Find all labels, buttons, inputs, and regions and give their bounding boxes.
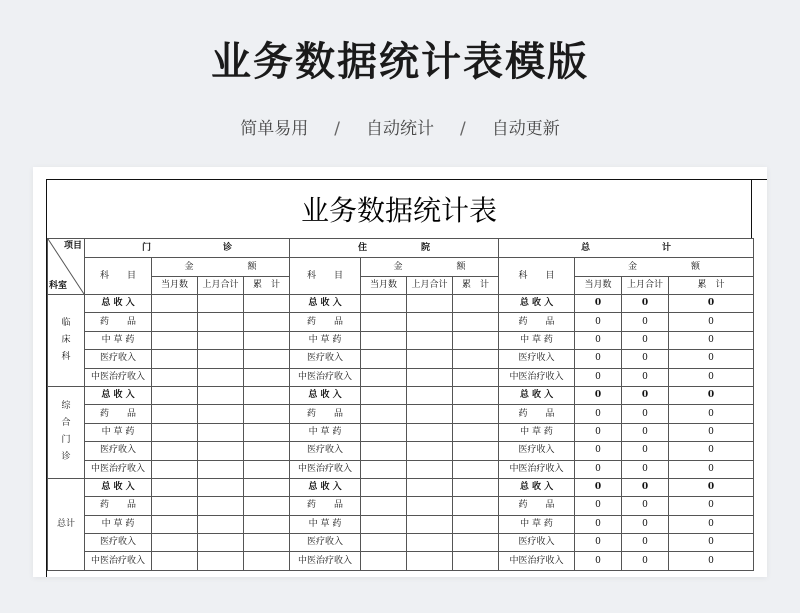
item-name-cell: 中医治疗收入 bbox=[290, 460, 361, 478]
value-cell bbox=[198, 497, 244, 515]
value-cell bbox=[198, 386, 244, 404]
total-value-cell: 0 bbox=[575, 478, 622, 496]
value-cell bbox=[453, 405, 499, 423]
value-cell bbox=[152, 405, 198, 423]
tag-easy: 简单易用 bbox=[240, 119, 309, 139]
value-cell bbox=[244, 350, 290, 368]
item-name-cell: 总 收 入 bbox=[85, 295, 152, 313]
value-cell bbox=[244, 534, 290, 552]
item-name-cell: 中医治疗收入 bbox=[290, 368, 361, 386]
item-name-cell: 中 草 药 bbox=[290, 331, 361, 349]
value-cell bbox=[453, 295, 499, 313]
value-cell bbox=[453, 552, 499, 570]
corner-dept-label: 科室 bbox=[49, 281, 68, 291]
value-cell bbox=[407, 478, 453, 496]
table-row bbox=[48, 460, 754, 478]
value-cell bbox=[152, 423, 198, 441]
value-cell bbox=[152, 350, 198, 368]
total-value-cell: 0 bbox=[622, 368, 669, 386]
column-label: 累 计 bbox=[669, 277, 754, 295]
value-cell bbox=[244, 405, 290, 423]
total-value-cell: 0 bbox=[622, 552, 669, 570]
item-name-cell: 中 草 药 bbox=[499, 423, 575, 441]
department-char: 门 bbox=[61, 435, 71, 446]
total-value-cell: 0 bbox=[622, 423, 669, 441]
value-cell bbox=[152, 552, 198, 570]
value-cell bbox=[453, 534, 499, 552]
page-title: 业务数据统计表模版 bbox=[211, 39, 589, 85]
value-cell bbox=[152, 313, 198, 331]
item-name-cell: 中医治疗收入 bbox=[85, 368, 152, 386]
total-value-cell: 0 bbox=[669, 460, 754, 478]
corner-item-label: 项目 bbox=[63, 241, 82, 251]
value-cell bbox=[244, 478, 290, 496]
total-value-cell: 0 bbox=[669, 313, 754, 331]
total-value-cell: 0 bbox=[575, 534, 622, 552]
value-cell bbox=[361, 350, 407, 368]
value-cell bbox=[361, 515, 407, 533]
value-cell bbox=[198, 331, 244, 349]
item-name-cell: 药 品 bbox=[499, 497, 575, 515]
item-name-cell: 中医治疗收入 bbox=[499, 552, 575, 570]
value-cell bbox=[244, 368, 290, 386]
value-cell bbox=[152, 368, 198, 386]
value-cell bbox=[244, 295, 290, 313]
column-label: 当月数 bbox=[152, 277, 198, 295]
item-name-cell: 医疗收入 bbox=[499, 350, 575, 368]
total-value-cell: 0 bbox=[669, 478, 754, 496]
item-name-cell: 医疗收入 bbox=[499, 442, 575, 460]
table-row bbox=[48, 295, 754, 313]
value-cell bbox=[407, 460, 453, 478]
tag-separator: / bbox=[334, 119, 340, 139]
item-name-cell: 医疗收入 bbox=[290, 350, 361, 368]
item-name-cell: 医疗收入 bbox=[290, 442, 361, 460]
item-name-cell: 中 草 药 bbox=[85, 423, 152, 441]
tag-auto-stat: 自动统计 bbox=[366, 119, 434, 139]
value-cell bbox=[453, 386, 499, 404]
table-row bbox=[48, 386, 754, 404]
department-char: 床 bbox=[61, 334, 71, 345]
value-cell bbox=[244, 313, 290, 331]
department-char: 科 bbox=[61, 351, 71, 362]
total-value-cell: 0 bbox=[575, 295, 622, 313]
column-label: 上月合计 bbox=[407, 277, 453, 295]
item-name-cell: 中 草 药 bbox=[85, 331, 152, 349]
table-row bbox=[48, 497, 754, 515]
item-name-cell: 药 品 bbox=[85, 497, 152, 515]
group-total: 总 计 bbox=[499, 239, 754, 258]
item-name-cell: 总 收 入 bbox=[499, 478, 575, 496]
total-value-cell: 0 bbox=[622, 405, 669, 423]
item-name-cell: 中医治疗收入 bbox=[85, 552, 152, 570]
amount-header: 金 额 bbox=[575, 258, 754, 277]
value-cell bbox=[152, 442, 198, 460]
total-value-cell: 0 bbox=[575, 368, 622, 386]
value-cell bbox=[198, 368, 244, 386]
total-value-cell: 0 bbox=[622, 386, 669, 404]
value-cell bbox=[361, 478, 407, 496]
subject-header: 科 目 bbox=[499, 258, 575, 295]
item-name-cell: 医疗收入 bbox=[85, 534, 152, 552]
value-cell bbox=[361, 368, 407, 386]
item-name-cell: 药 品 bbox=[290, 497, 361, 515]
department-char: 临 bbox=[61, 317, 71, 328]
value-cell bbox=[361, 386, 407, 404]
department-cell bbox=[48, 478, 85, 570]
item-name-cell: 总 收 入 bbox=[290, 295, 361, 313]
total-value-cell: 0 bbox=[622, 442, 669, 460]
total-value-cell: 0 bbox=[575, 515, 622, 533]
item-name-cell: 药 品 bbox=[499, 405, 575, 423]
total-value-cell: 0 bbox=[575, 552, 622, 570]
total-value-cell: 0 bbox=[669, 515, 754, 533]
group-outpatient: 门 诊 bbox=[85, 239, 290, 258]
item-name-cell: 总 收 入 bbox=[499, 295, 575, 313]
total-value-cell: 0 bbox=[622, 497, 669, 515]
table-row bbox=[48, 350, 754, 368]
value-cell bbox=[244, 423, 290, 441]
value-cell bbox=[244, 442, 290, 460]
table-row bbox=[48, 368, 754, 386]
total-value-cell: 0 bbox=[669, 534, 754, 552]
item-name-cell: 中医治疗收入 bbox=[499, 460, 575, 478]
spreadsheet-preview bbox=[33, 167, 767, 577]
header-row bbox=[48, 239, 754, 258]
total-value-cell: 0 bbox=[669, 442, 754, 460]
value-cell bbox=[453, 368, 499, 386]
value-cell bbox=[361, 442, 407, 460]
value-cell bbox=[407, 331, 453, 349]
total-value-cell: 0 bbox=[669, 331, 754, 349]
value-cell bbox=[198, 350, 244, 368]
value-cell bbox=[198, 478, 244, 496]
table-row bbox=[48, 423, 754, 441]
header-row bbox=[48, 258, 754, 277]
value-cell bbox=[453, 423, 499, 441]
item-name-cell: 医疗收入 bbox=[499, 534, 575, 552]
value-cell bbox=[453, 497, 499, 515]
value-cell bbox=[152, 295, 198, 313]
item-name-cell: 药 品 bbox=[290, 313, 361, 331]
corner-cell bbox=[48, 239, 85, 295]
total-value-cell: 0 bbox=[622, 350, 669, 368]
total-value-cell: 0 bbox=[669, 497, 754, 515]
value-cell bbox=[453, 313, 499, 331]
item-name-cell: 总 收 入 bbox=[85, 478, 152, 496]
department-char: 合 bbox=[61, 418, 71, 429]
value-cell bbox=[453, 515, 499, 533]
subject-header: 科 目 bbox=[85, 258, 152, 295]
value-cell bbox=[152, 331, 198, 349]
total-value-cell: 0 bbox=[575, 497, 622, 515]
total-value-cell: 0 bbox=[575, 460, 622, 478]
value-cell bbox=[198, 515, 244, 533]
value-cell bbox=[407, 515, 453, 533]
value-cell bbox=[198, 552, 244, 570]
department-char: 诊 bbox=[61, 452, 71, 463]
value-cell bbox=[361, 497, 407, 515]
value-cell bbox=[453, 460, 499, 478]
total-value-cell: 0 bbox=[669, 350, 754, 368]
value-cell bbox=[152, 386, 198, 404]
total-value-cell: 0 bbox=[622, 295, 669, 313]
value-cell bbox=[361, 331, 407, 349]
value-cell bbox=[361, 460, 407, 478]
column-label: 累 计 bbox=[453, 277, 499, 295]
value-cell bbox=[407, 368, 453, 386]
value-cell bbox=[198, 405, 244, 423]
total-value-cell: 0 bbox=[622, 313, 669, 331]
total-value-cell: 0 bbox=[669, 295, 754, 313]
table-row bbox=[48, 405, 754, 423]
value-cell bbox=[453, 331, 499, 349]
column-label: 当月数 bbox=[361, 277, 407, 295]
value-cell bbox=[198, 442, 244, 460]
total-value-cell: 0 bbox=[669, 386, 754, 404]
value-cell bbox=[453, 478, 499, 496]
item-name-cell: 中 草 药 bbox=[85, 515, 152, 533]
value-cell bbox=[453, 442, 499, 460]
value-cell bbox=[361, 313, 407, 331]
value-cell bbox=[361, 405, 407, 423]
item-name-cell: 医疗收入 bbox=[85, 442, 152, 460]
column-label: 上月合计 bbox=[198, 277, 244, 295]
value-cell bbox=[244, 515, 290, 533]
item-name-cell: 药 品 bbox=[290, 405, 361, 423]
table-row bbox=[48, 313, 754, 331]
total-value-cell: 0 bbox=[622, 331, 669, 349]
item-name-cell: 总 收 入 bbox=[290, 478, 361, 496]
value-cell bbox=[198, 534, 244, 552]
total-value-cell: 0 bbox=[575, 386, 622, 404]
total-value-cell: 0 bbox=[575, 423, 622, 441]
item-name-cell: 中医治疗收入 bbox=[85, 460, 152, 478]
total-value-cell: 0 bbox=[669, 552, 754, 570]
value-cell bbox=[198, 295, 244, 313]
statistics-table bbox=[47, 238, 754, 571]
item-name-cell: 药 品 bbox=[85, 405, 152, 423]
item-name-cell: 医疗收入 bbox=[290, 534, 361, 552]
value-cell bbox=[152, 534, 198, 552]
value-cell bbox=[198, 423, 244, 441]
department-cell bbox=[48, 295, 85, 387]
value-cell bbox=[361, 295, 407, 313]
amount-header: 金 额 bbox=[152, 258, 290, 277]
total-value-cell: 0 bbox=[669, 423, 754, 441]
value-cell bbox=[407, 295, 453, 313]
table-row bbox=[48, 478, 754, 496]
total-value-cell: 0 bbox=[575, 350, 622, 368]
feature-tags bbox=[0, 114, 800, 139]
amount-header: 金 额 bbox=[361, 258, 499, 277]
value-cell bbox=[407, 386, 453, 404]
table-row bbox=[48, 331, 754, 349]
value-cell bbox=[361, 534, 407, 552]
total-value-cell: 0 bbox=[622, 460, 669, 478]
sheet-title: 业务数据统计表 bbox=[47, 180, 752, 238]
table-row bbox=[48, 552, 754, 570]
value-cell bbox=[453, 350, 499, 368]
value-cell bbox=[407, 405, 453, 423]
item-name-cell: 药 品 bbox=[499, 313, 575, 331]
total-value-cell: 0 bbox=[622, 515, 669, 533]
value-cell bbox=[244, 386, 290, 404]
item-name-cell: 中 草 药 bbox=[290, 515, 361, 533]
column-label: 上月合计 bbox=[622, 277, 669, 295]
total-value-cell: 0 bbox=[575, 405, 622, 423]
value-cell bbox=[361, 552, 407, 570]
total-value-cell: 0 bbox=[575, 442, 622, 460]
value-cell bbox=[407, 552, 453, 570]
item-name-cell: 总 收 入 bbox=[499, 386, 575, 404]
value-cell bbox=[244, 331, 290, 349]
tag-separator: / bbox=[460, 119, 466, 139]
table-row bbox=[48, 534, 754, 552]
sheet bbox=[46, 179, 767, 577]
group-inpatient: 住 院 bbox=[290, 239, 499, 258]
value-cell bbox=[152, 478, 198, 496]
item-name-cell: 中医治疗收入 bbox=[290, 552, 361, 570]
value-cell bbox=[407, 350, 453, 368]
table-row bbox=[48, 515, 754, 533]
value-cell bbox=[152, 460, 198, 478]
item-name-cell: 总 收 入 bbox=[290, 386, 361, 404]
value-cell bbox=[244, 460, 290, 478]
total-value-cell: 0 bbox=[622, 534, 669, 552]
item-name-cell: 中 草 药 bbox=[290, 423, 361, 441]
tag-auto-update: 自动更新 bbox=[491, 119, 560, 139]
value-cell bbox=[407, 497, 453, 515]
value-cell bbox=[407, 442, 453, 460]
value-cell bbox=[152, 515, 198, 533]
value-cell bbox=[152, 497, 198, 515]
value-cell bbox=[407, 423, 453, 441]
item-name-cell: 药 品 bbox=[85, 313, 152, 331]
header-row bbox=[48, 277, 754, 295]
total-value-cell: 0 bbox=[575, 313, 622, 331]
value-cell bbox=[407, 313, 453, 331]
table-row bbox=[48, 442, 754, 460]
value-cell bbox=[361, 423, 407, 441]
value-cell bbox=[407, 534, 453, 552]
item-name-cell: 中 草 药 bbox=[499, 515, 575, 533]
total-value-cell: 0 bbox=[575, 331, 622, 349]
item-name-cell: 总 收 入 bbox=[85, 386, 152, 404]
item-name-cell: 医疗收入 bbox=[85, 350, 152, 368]
value-cell bbox=[198, 313, 244, 331]
total-value-cell: 0 bbox=[622, 478, 669, 496]
item-name-cell: 中 草 药 bbox=[499, 331, 575, 349]
value-cell bbox=[198, 460, 244, 478]
column-label: 累 计 bbox=[244, 277, 290, 295]
total-value-cell: 0 bbox=[669, 368, 754, 386]
column-label: 当月数 bbox=[575, 277, 622, 295]
total-value-cell: 0 bbox=[669, 405, 754, 423]
department-cell bbox=[48, 386, 85, 478]
department-char: 综 bbox=[61, 401, 71, 412]
department-char: 总计 bbox=[56, 518, 75, 529]
value-cell bbox=[244, 497, 290, 515]
subject-header: 科 目 bbox=[290, 258, 361, 295]
value-cell bbox=[244, 552, 290, 570]
item-name-cell: 中医治疗收入 bbox=[499, 368, 575, 386]
